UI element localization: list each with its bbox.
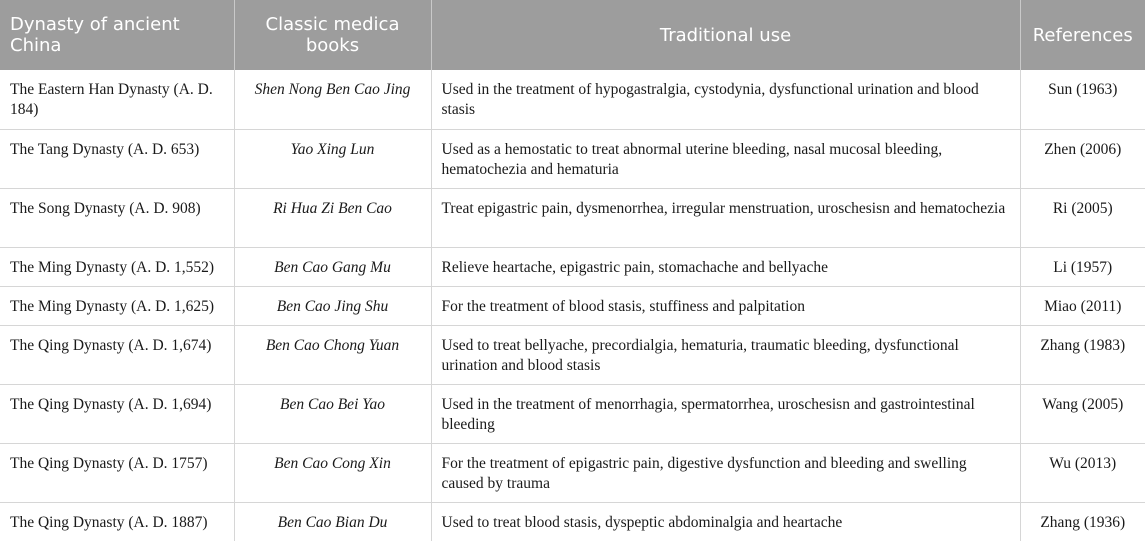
dynasty-cell: The Qing Dynasty (A. D. 1757) <box>0 443 234 502</box>
table-row <box>0 384 1145 443</box>
dynasty-cell: The Ming Dynasty (A. D. 1,625) <box>0 286 234 325</box>
table-row <box>0 286 1145 325</box>
book-cell: Ben Cao Chong Yuan <box>234 325 431 384</box>
dynasty-cell: The Qing Dynasty (A. D. 1887) <box>10 513 208 531</box>
reference-cell: Zhen (2006) <box>1020 129 1145 188</box>
book-cell: Ben Cao Bei Yao <box>234 384 431 443</box>
table-row <box>0 325 1145 384</box>
table-header <box>0 0 1145 70</box>
header-dynasty: Dynasty of ancient China <box>0 0 234 70</box>
header-references: References <box>1020 0 1145 70</box>
use-cell: Used to treat bellyache, precordialgia, hematuria, traumatic bleeding, dysfunctional urination and blood stasis <box>431 325 1020 384</box>
book-cell: Yao Xing Lun <box>234 129 431 188</box>
book-cell: Ben Cao Bian Du <box>234 502 431 541</box>
dynasty-cell: The Qing Dynasty (A. D. 1,694) <box>0 384 234 443</box>
reference-cell: Sun (1963) <box>1020 70 1145 129</box>
header-use: Traditional use <box>431 0 1020 70</box>
header-row <box>0 0 1145 70</box>
reference-cell: Wu (2013) <box>1020 443 1145 502</box>
table-row <box>0 129 1145 188</box>
reference-cell: Li (1957) <box>1020 247 1145 286</box>
reference-cell: Zhang (1983) <box>1020 325 1145 384</box>
dynasty-cell: The Song Dynasty (A. D. 908) <box>0 188 234 247</box>
book-cell: Shen Nong Ben Cao Jing <box>234 70 431 129</box>
use-cell: Used in the treatment of menorrhagia, spermatorrhea, uroschesisn and gastrointestinal bleeding <box>431 384 1020 443</box>
reference-cell: Zhang (1936) <box>1020 502 1145 541</box>
reference-cell: Ri (2005) <box>1020 188 1145 247</box>
use-cell: For the treatment of blood stasis, stuffiness and palpitation <box>431 286 1020 325</box>
table-row <box>0 70 1145 129</box>
book-cell: Ben Cao Jing Shu <box>234 286 431 325</box>
use-cell: For the treatment of epigastric pain, digestive dysfunction and bleeding and swelling caused by trauma <box>431 443 1020 502</box>
table-row <box>0 502 1145 541</box>
use-cell: Used in the treatment of hypogastralgia, cystodynia, dysfunctional urination and blood stasis <box>431 70 1020 129</box>
use-cell: Treat epigastric pain, dysmenorrhea, irregular menstruation, uroschesisn and hematochezia <box>431 188 1020 247</box>
book-cell: Ben Cao Cong Xin <box>234 443 431 502</box>
dynasty-cell: The Qing Dynasty (A. D. 1,674) <box>0 325 234 384</box>
table-row <box>0 247 1145 286</box>
book-cell: Ben Cao Gang Mu <box>234 247 431 286</box>
dynasty-cell: The Tang Dynasty (A. D. 653) <box>0 129 234 188</box>
book-cell: Ri Hua Zi Ben Cao <box>234 188 431 247</box>
table-body <box>0 70 1145 541</box>
reference-cell: Wang (2005) <box>1020 384 1145 443</box>
use-cell: Relieve heartache, epigastric pain, stomachache and bellyache <box>431 247 1020 286</box>
use-cell: Used to treat blood stasis, dyspeptic abdominalgia and heartache <box>431 502 1020 541</box>
dynasty-cell: The Ming Dynasty (A. D. 1,552) <box>0 247 234 286</box>
header-books: Classic medica books <box>234 0 431 70</box>
use-cell: Used as a hemostatic to treat abnormal uterine bleeding, nasal mucosal bleeding, hematochezia and hematuria <box>431 129 1020 188</box>
table-row <box>0 443 1145 502</box>
table-row <box>0 188 1145 247</box>
dynasty-cell: The Eastern Han Dynasty (A. D. 184) <box>0 70 234 129</box>
reference-cell: Miao (2011) <box>1020 286 1145 325</box>
